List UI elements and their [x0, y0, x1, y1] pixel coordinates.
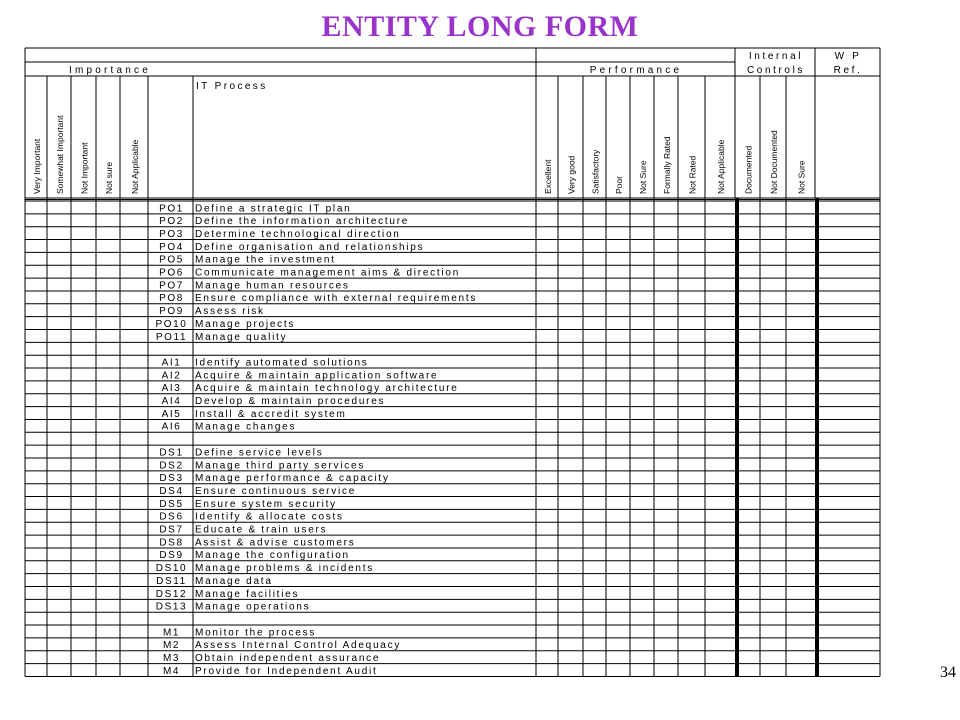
process-name: Manage operations	[195, 601, 311, 613]
page-title: ENTITY LONG FORM	[321, 10, 639, 43]
process-code: PO3	[159, 228, 184, 240]
process-code: M3	[162, 653, 181, 664]
group-separator-bar	[815, 198, 819, 676]
column-header-not-sure: Not Sure	[796, 160, 807, 194]
process-code: M1	[162, 627, 181, 639]
column-header-not-sure: Not Sure	[638, 160, 648, 194]
process-name: Monitor the process	[195, 627, 317, 639]
process-code: PO7	[159, 280, 184, 292]
internal-controls-label-line1: Internal	[748, 51, 804, 62]
column-header-documented: Documented	[743, 145, 754, 194]
process-code: PO1	[159, 203, 184, 215]
process-name: Identify & allocate costs	[195, 511, 344, 523]
column-header-satisfactory: Satisfactory	[590, 149, 601, 194]
column-header-not-important: Not Important	[79, 142, 90, 194]
process-name: Ensure compliance with external requirements	[195, 293, 478, 305]
process-name: Manage problems & incidents	[195, 563, 374, 575]
column-header-somewhat-important: Somewhat Important	[55, 115, 65, 194]
process-code: PO2	[159, 216, 184, 228]
process-code: AI2	[161, 370, 182, 382]
process-name: Communicate management aims & direction	[195, 267, 461, 279]
performance-group-label: Performance	[589, 65, 683, 76]
process-code: PO9	[159, 306, 184, 318]
process-code: AI3	[161, 383, 182, 395]
process-name: Obtain independent assurance	[195, 653, 381, 664]
column-header-excellent: Excellent	[543, 159, 553, 194]
process-code: DS3	[159, 473, 184, 485]
column-header-not-documented: Not Documented	[769, 130, 779, 194]
process-code: DS1	[159, 447, 184, 459]
process-name: Assess risk	[195, 306, 265, 318]
process-name: Manage data	[195, 575, 273, 587]
process-code: DS4	[159, 485, 184, 497]
column-header-not-rated: Not Rated	[687, 155, 698, 194]
process-name: Develop & maintain procedures	[195, 396, 386, 407]
internal-controls-label-line2: Controls	[746, 65, 806, 76]
process-code: PO11	[155, 331, 188, 343]
page-number: 34	[940, 664, 956, 681]
process-code: PO6	[159, 267, 184, 279]
importance-group-label: Importance	[68, 65, 152, 76]
process-code: AI4	[161, 396, 182, 407]
process-name: Assess Internal Control Adequacy	[195, 640, 402, 652]
column-header-very-good: Very good	[566, 155, 577, 194]
process-code: DS9	[159, 550, 184, 562]
process-name: Define service levels	[195, 447, 324, 459]
column-header-not-sure: Not sure	[104, 161, 114, 194]
column-header-poor: Poor	[614, 176, 624, 194]
process-code: DS6	[159, 511, 184, 523]
process-name: Define a strategic IT plan	[195, 203, 352, 215]
process-code: AI1	[161, 357, 182, 369]
process-code: DS5	[159, 498, 184, 510]
process-name: Manage performance & capacity	[195, 473, 390, 485]
process-name: Define organisation and relationships	[195, 241, 425, 253]
process-code: PO8	[159, 293, 184, 305]
process-code: DS2	[159, 460, 184, 472]
process-name: Ensure continuous service	[195, 485, 357, 497]
process-code: DS12	[155, 588, 188, 600]
process-name: Install & accredit system	[195, 408, 347, 420]
process-code: AI6	[161, 421, 182, 433]
process-code: AI5	[161, 408, 182, 420]
process-code: M2	[162, 640, 181, 652]
process-name: Manage human resources	[195, 280, 350, 292]
process-name: Educate & train users	[195, 524, 328, 536]
column-header-not-applicable: Not Applicable	[130, 139, 140, 194]
wp-ref-label-line2: Ref.	[833, 65, 863, 76]
column-header-not-applicable: Not Applicable	[716, 139, 726, 194]
process-code: PO4	[159, 241, 184, 253]
process-name: Determine technological direction	[195, 228, 401, 240]
column-header-formally-rated: Formally Rated	[662, 136, 672, 194]
it-process-header: IT Process	[196, 81, 268, 92]
wp-ref-label-line1: W P	[834, 51, 862, 62]
process-code: DS10	[155, 563, 188, 575]
process-code: DS8	[159, 537, 184, 549]
process-code: DS13	[155, 601, 188, 613]
process-name: Manage changes	[195, 421, 297, 433]
process-name: Manage third party services	[195, 460, 366, 472]
process-name: Acquire & maintain technology architecture	[195, 383, 459, 395]
process-name: Identify automated solutions	[195, 357, 369, 369]
process-name: Manage quality	[195, 331, 288, 343]
column-header-very-important: Very Important	[32, 138, 42, 194]
process-name: Acquire & maintain application software	[195, 370, 439, 382]
process-name: Manage facilities	[195, 588, 300, 600]
process-name: Assist & advise customers	[195, 537, 356, 549]
process-name: Provide for Independent Audit	[195, 665, 378, 677]
process-name: Manage projects	[195, 318, 296, 330]
process-name: Define the information architecture	[195, 216, 410, 228]
process-name: Ensure system security	[195, 498, 337, 510]
process-code: PO5	[159, 254, 184, 266]
group-separator-bar	[735, 198, 739, 676]
process-name: Manage the configuration	[195, 550, 350, 562]
process-name: Manage the investment	[195, 254, 336, 266]
process-code: M4	[162, 665, 181, 677]
process-code: PO10	[155, 318, 188, 330]
process-code: DS7	[159, 524, 184, 536]
process-code: DS11	[156, 575, 187, 587]
